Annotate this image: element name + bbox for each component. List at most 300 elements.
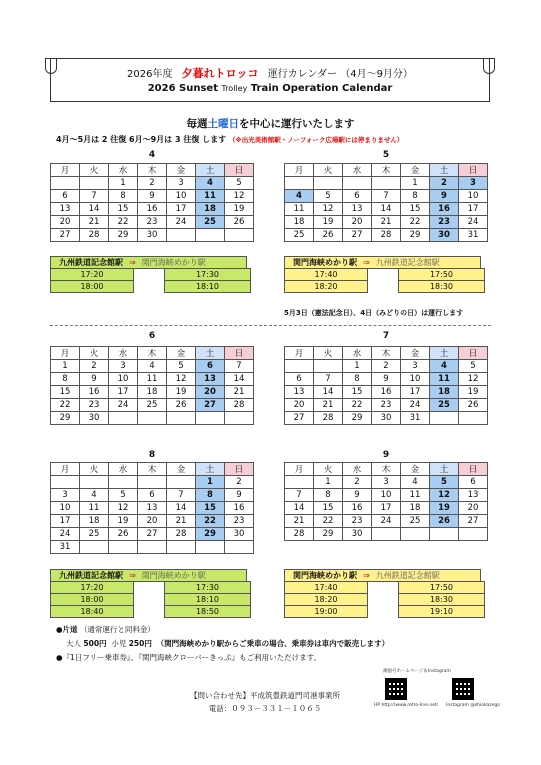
- calendar-day: 13: [459, 489, 488, 502]
- calendar-day: 11: [196, 190, 225, 203]
- calendar-day: [167, 541, 196, 554]
- tt-to: 関門海峡めかり駅: [141, 258, 206, 267]
- timetable-gap: [134, 269, 165, 281]
- title-subtitle: 運行カレンダー: [267, 69, 338, 80]
- calendar-week-row: [51, 476, 254, 489]
- calendar-week-row: [51, 541, 254, 554]
- trip-stop-note: （※出光美術館駅・ノーフォーク広場駅には停まりません）: [228, 136, 404, 144]
- title-period: （4月～9月分）: [340, 69, 413, 80]
- timetable-gap: [134, 281, 165, 293]
- calendar-day: 10: [51, 502, 80, 515]
- calendar-day: 4: [430, 360, 459, 373]
- calendar-day: 29: [343, 412, 372, 425]
- calendar-day: 5: [225, 177, 254, 190]
- calendar-day: [343, 177, 372, 190]
- calendar-day: 5: [459, 360, 488, 373]
- calendar-day: 6: [459, 476, 488, 489]
- weekday-header: 火: [314, 347, 343, 360]
- calendar-day: 30: [80, 412, 109, 425]
- calendar-day: 22: [401, 216, 430, 229]
- contact-office: 【問い合わせ先】平成筑豊鉄道門司港事業所: [190, 691, 340, 700]
- calendar-day: [225, 412, 254, 425]
- calendar-day: 25: [401, 515, 430, 528]
- calendar-day: 29: [401, 229, 430, 242]
- calendar-day: 24: [109, 399, 138, 412]
- calendar-day: 1: [343, 360, 372, 373]
- arrow-icon: ⇒: [363, 258, 370, 267]
- calendar-day: 21: [314, 399, 343, 412]
- calendar-day: 18: [196, 203, 225, 216]
- weekday-header: 木: [138, 347, 167, 360]
- tt-to: 九州鉄道記念館駅: [375, 571, 440, 580]
- calendar-week-row: [285, 528, 488, 541]
- calendar-day: 26: [314, 229, 343, 242]
- calendar-day: 9: [343, 489, 372, 502]
- tt-to: 関門海峡めかり駅: [141, 571, 206, 580]
- timetable-row: [51, 269, 251, 281]
- calendar-day: 12: [167, 373, 196, 386]
- fare-onboard-note: （関門海峡めかり駅からご乗車の場合、乗車券は車内で販売します）: [156, 639, 390, 648]
- weekday-header: 金: [401, 463, 430, 476]
- calendar-day: 23: [138, 216, 167, 229]
- calendar-day: 16: [225, 502, 254, 515]
- calendar-day: [51, 177, 80, 190]
- calendar-week-row: [51, 515, 254, 528]
- tt-from: 九州鉄道記念館駅: [59, 258, 123, 267]
- calendar-day: 23: [225, 515, 254, 528]
- calendar-day: [372, 177, 401, 190]
- calendar-day: 10: [459, 190, 488, 203]
- qr-header: 潮風号ホームページ＆Instagram: [383, 669, 451, 674]
- weekday-header: 日: [459, 164, 488, 177]
- calendar-day: 2: [343, 476, 372, 489]
- calendar-day: 1: [196, 476, 225, 489]
- calendar-day: 8: [109, 190, 138, 203]
- calendar-day: 18: [80, 515, 109, 528]
- calendar-day: 20: [459, 502, 488, 515]
- calendar-day: 5: [430, 476, 459, 489]
- arrival-time: 17:50: [399, 582, 485, 594]
- calendar-day: 23: [430, 216, 459, 229]
- holiday-note: 5月3日（憲法記念日）、4日（みどりの日）は運行します: [284, 309, 464, 317]
- timetable-row: [285, 269, 485, 281]
- calendar-day: [285, 476, 314, 489]
- weekday-header: 木: [372, 164, 401, 177]
- weekday-header: 木: [372, 347, 401, 360]
- weekday-header: 金: [167, 463, 196, 476]
- calendar-day: 2: [138, 177, 167, 190]
- weekly-post: を中心に運行いたします: [239, 118, 355, 130]
- calendar-week-row: [51, 412, 254, 425]
- calendar-week-row: [51, 190, 254, 203]
- calendar-day: 11: [80, 502, 109, 515]
- calendar-day: 22: [343, 399, 372, 412]
- calendar-day: 31: [51, 541, 80, 554]
- calendar-day: [109, 541, 138, 554]
- arrow-icon: ⇒: [363, 571, 370, 580]
- weekday-header: 水: [109, 347, 138, 360]
- arrival-time: 17:30: [165, 269, 251, 281]
- calendar-day: 27: [51, 229, 80, 242]
- timetable-gap: [368, 582, 399, 594]
- weekday-header: 木: [138, 463, 167, 476]
- calendar-day: 30: [430, 229, 459, 242]
- tt-to: 九州鉄道記念館駅: [375, 258, 440, 267]
- departure-time: 19:00: [285, 606, 368, 618]
- weekday-header: 月: [285, 347, 314, 360]
- weekday-header-row: [285, 347, 488, 360]
- timetable-summer-right: [284, 581, 485, 618]
- calendar-day: [80, 541, 109, 554]
- weekday-header: 金: [401, 164, 430, 177]
- calendar-august: [50, 462, 254, 554]
- calendar-week-row: [51, 216, 254, 229]
- calendar-day: 11: [401, 489, 430, 502]
- calendar-week-row: [51, 528, 254, 541]
- weekday-header-row: [285, 164, 488, 177]
- calendar-day: 19: [225, 203, 254, 216]
- calendar-day: 9: [80, 373, 109, 386]
- calendar-day: 13: [343, 203, 372, 216]
- weekday-header: 火: [80, 164, 109, 177]
- calendar-day: 6: [285, 373, 314, 386]
- calendar-day: 1: [109, 177, 138, 190]
- calendar-may: [284, 163, 488, 242]
- calendar-day: 6: [196, 360, 225, 373]
- calendar-day: [401, 528, 430, 541]
- calendar-day: 13: [138, 502, 167, 515]
- calendar-day: 21: [372, 216, 401, 229]
- calendar-day: 26: [459, 399, 488, 412]
- calendar-day: [285, 177, 314, 190]
- calendar-week-row: [285, 360, 488, 373]
- calendar-day: 16: [343, 502, 372, 515]
- arrival-time: 18:10: [165, 281, 251, 293]
- weekday-header: 日: [459, 347, 488, 360]
- calendar-day: 23: [343, 515, 372, 528]
- calendar-day: 19: [167, 386, 196, 399]
- calendar-week-row: [51, 203, 254, 216]
- title-en-part1: 2026 Sunset: [147, 83, 218, 94]
- weekday-header: 金: [401, 347, 430, 360]
- timetable-row: [51, 281, 251, 293]
- calendar-day: 26: [109, 528, 138, 541]
- arrival-time: 18:30: [399, 281, 485, 293]
- arrow-icon: ⇒: [129, 571, 136, 580]
- calendar-day: 11: [138, 373, 167, 386]
- weekday-header: 木: [372, 463, 401, 476]
- calendar-day: 27: [285, 412, 314, 425]
- calendar-day: 10: [372, 489, 401, 502]
- calendar-day: 7: [80, 190, 109, 203]
- calendar-day: 8: [196, 489, 225, 502]
- calendar-day: 24: [372, 515, 401, 528]
- fare-adult-price: 500円: [83, 639, 107, 648]
- calendar-day: 12: [225, 190, 254, 203]
- weekday-header: 火: [80, 463, 109, 476]
- weekday-header: 木: [138, 164, 167, 177]
- calendar-day: 22: [314, 515, 343, 528]
- calendar-week-row: [51, 360, 254, 373]
- calendar-day: 12: [459, 373, 488, 386]
- calendar-day: [167, 229, 196, 242]
- weekday-header-row: [51, 164, 254, 177]
- calendar-day: [196, 229, 225, 242]
- weekday-header: 日: [225, 347, 254, 360]
- calendar-day: 22: [51, 399, 80, 412]
- calendar-week-row: [285, 502, 488, 515]
- arrival-time: 17:30: [165, 582, 251, 594]
- calendar-day: [225, 541, 254, 554]
- calendar-day: [167, 412, 196, 425]
- calendar-day: 3: [459, 177, 488, 190]
- calendar-day: 27: [138, 528, 167, 541]
- calendar-day: [138, 476, 167, 489]
- calendar-day: 20: [51, 216, 80, 229]
- title-name: 夕暮れトロッコ: [181, 67, 259, 80]
- timetable-gap: [134, 594, 165, 606]
- calendar-week-row: [285, 476, 488, 489]
- calendar-day: 30: [372, 412, 401, 425]
- calendar-day: 14: [80, 203, 109, 216]
- weekly-pre: 毎週: [186, 118, 208, 130]
- calendar-day: 4: [285, 190, 314, 203]
- timetable-gap: [368, 594, 399, 606]
- calendar-day: 1: [401, 177, 430, 190]
- calendar-day: 7: [314, 373, 343, 386]
- calendar-day: 3: [51, 489, 80, 502]
- weekday-header: 日: [225, 164, 254, 177]
- calendar-day: 11: [430, 373, 459, 386]
- weekday-header-row: [51, 463, 254, 476]
- calendar-day: 29: [51, 412, 80, 425]
- month-label-april: 4: [148, 150, 156, 160]
- calendar-day: 29: [196, 528, 225, 541]
- calendar-day: 5: [109, 489, 138, 502]
- calendar-day: 17: [401, 386, 430, 399]
- calendar-day: 17: [109, 386, 138, 399]
- calendar-day: 4: [138, 360, 167, 373]
- tt-from: 関門海峡めかり駅: [293, 571, 357, 580]
- calendar-week-row: [285, 203, 488, 216]
- arrival-time: 18:30: [399, 594, 485, 606]
- calendar-day: 7: [285, 489, 314, 502]
- calendar-day: [225, 229, 254, 242]
- calendar-day: 8: [314, 489, 343, 502]
- weekday-header: 月: [51, 347, 80, 360]
- calendar-day: 9: [225, 489, 254, 502]
- fare-prices: [66, 638, 389, 649]
- arrival-time: 18:50: [165, 606, 251, 618]
- calendar-day: 30: [343, 528, 372, 541]
- calendar-day: 14: [314, 386, 343, 399]
- fare-adult-label: 大人: [66, 639, 81, 648]
- calendar-day: 24: [51, 528, 80, 541]
- calendar-day: 3: [372, 476, 401, 489]
- calendar-april: [50, 163, 254, 242]
- weekly-heading: [0, 116, 541, 131]
- calendar-day: 17: [51, 515, 80, 528]
- ig-qr-label: Instagram @shiokazego: [446, 703, 501, 708]
- calendar-day: 14: [225, 373, 254, 386]
- month-label-june: 6: [148, 331, 156, 341]
- calendar-day: 4: [401, 476, 430, 489]
- calendar-day: 28: [167, 528, 196, 541]
- calendar-day: 9: [430, 190, 459, 203]
- calendar-week-row: [285, 229, 488, 242]
- calendar-day: 6: [51, 190, 80, 203]
- calendar-day: 30: [138, 229, 167, 242]
- calendar-day: 7: [225, 360, 254, 373]
- calendar-week-row: [51, 489, 254, 502]
- calendar-day: [80, 177, 109, 190]
- calendar-day: 27: [459, 515, 488, 528]
- calendar-day: 5: [314, 190, 343, 203]
- calendar-day: 25: [138, 399, 167, 412]
- instagram-qr-icon[interactable]: [452, 678, 474, 700]
- calendar-day: [459, 528, 488, 541]
- hp-qr-icon[interactable]: [385, 678, 407, 700]
- calendar-day: 9: [138, 190, 167, 203]
- timetable-gap: [368, 269, 399, 281]
- calendar-day: [430, 412, 459, 425]
- calendar-day: [51, 476, 80, 489]
- calendar-day: 19: [459, 386, 488, 399]
- calendar-day: 7: [167, 489, 196, 502]
- weekday-header: 日: [225, 463, 254, 476]
- calendar-week-row: [51, 373, 254, 386]
- calendar-day: 25: [196, 216, 225, 229]
- calendar-day: [138, 541, 167, 554]
- weekday-header: 金: [167, 164, 196, 177]
- timetable-gap: [134, 606, 165, 618]
- calendar-day: 18: [430, 386, 459, 399]
- calendar-day: 15: [109, 203, 138, 216]
- calendar-day: 28: [372, 229, 401, 242]
- calendar-day: 20: [285, 399, 314, 412]
- calendar-day: 8: [401, 190, 430, 203]
- calendar-week-row: [51, 386, 254, 399]
- calendar-day: 16: [80, 386, 109, 399]
- calendar-day: 17: [459, 203, 488, 216]
- calendar-day: 8: [51, 373, 80, 386]
- calendar-week-row: [51, 502, 254, 515]
- tt-from: 関門海峡めかり駅: [293, 258, 357, 267]
- departure-time: 18:00: [51, 281, 134, 293]
- calendar-day: 22: [109, 216, 138, 229]
- weekday-header: 水: [109, 164, 138, 177]
- calendar-day: 13: [196, 373, 225, 386]
- calendar-day: 18: [138, 386, 167, 399]
- calendar-day: 1: [51, 360, 80, 373]
- calendar-day: 20: [196, 386, 225, 399]
- departure-time: 18:40: [51, 606, 134, 618]
- trip-info: [56, 134, 403, 145]
- calendar-day: 12: [314, 203, 343, 216]
- calendar-day: 18: [401, 502, 430, 515]
- calendar-day: 26: [167, 399, 196, 412]
- calendar-day: 20: [343, 216, 372, 229]
- timetable-row: [51, 606, 251, 618]
- calendar-day: 24: [167, 216, 196, 229]
- calendar-day: 19: [314, 216, 343, 229]
- arrival-time: 17:50: [399, 269, 485, 281]
- title-banner: [50, 58, 490, 102]
- calendar-day: 13: [285, 386, 314, 399]
- calendar-day: 15: [401, 203, 430, 216]
- calendar-day: 10: [109, 373, 138, 386]
- calendar-day: 17: [372, 502, 401, 515]
- calendar-day: 21: [285, 515, 314, 528]
- timetable-gap: [134, 582, 165, 594]
- calendar-day: 8: [343, 373, 372, 386]
- arrival-time: 19:10: [399, 606, 485, 618]
- calendar-day: 31: [401, 412, 430, 425]
- calendar-day: 12: [109, 502, 138, 515]
- calendar-day: 2: [430, 177, 459, 190]
- section-divider: [50, 325, 491, 326]
- calendar-day: 25: [80, 528, 109, 541]
- calendar-day: [196, 541, 225, 554]
- timetable-spring-left: [50, 268, 251, 293]
- calendar-day: 23: [372, 399, 401, 412]
- hp-qr-label: HP http://www.retro-line.net/: [374, 703, 439, 708]
- timetable-gap: [368, 606, 399, 618]
- calendar-day: 15: [314, 502, 343, 515]
- fare-passes: ●『1日フリー乗車券』、『関門海峡クローバーきっぷ』もご利用いただけます。: [56, 653, 322, 662]
- month-label-july: 7: [382, 331, 390, 341]
- weekday-header: 水: [343, 164, 372, 177]
- timetable-row: [51, 594, 251, 606]
- calendar-day: 16: [372, 386, 401, 399]
- departure-time: 17:40: [285, 582, 368, 594]
- calendar-day: 4: [196, 177, 225, 190]
- calendar-day: 3: [167, 177, 196, 190]
- weekday-header: 水: [109, 463, 138, 476]
- calendar-day: [167, 476, 196, 489]
- calendar-day: 28: [225, 399, 254, 412]
- timetable-gap: [368, 281, 399, 293]
- fare-heading: [56, 624, 155, 635]
- timetable-row: [285, 606, 485, 618]
- calendar-week-row: [51, 399, 254, 412]
- calendar-week-row: [285, 399, 488, 412]
- weekday-header: 火: [314, 164, 343, 177]
- calendar-day: 15: [51, 386, 80, 399]
- calendar-day: 10: [167, 190, 196, 203]
- calendar-week-row: [285, 515, 488, 528]
- timetable-summer-left: [50, 581, 251, 618]
- calendar-week-row: [285, 216, 488, 229]
- calendar-day: [196, 412, 225, 425]
- calendar-day: 28: [314, 412, 343, 425]
- calendar-day: 15: [196, 502, 225, 515]
- calendar-day: 21: [225, 386, 254, 399]
- weekday-header: 土: [196, 347, 225, 360]
- calendar-day: [372, 528, 401, 541]
- calendar-week-row: [51, 229, 254, 242]
- calendar-day: [80, 476, 109, 489]
- fare-child-price: 250円: [128, 639, 152, 648]
- calendar-day: 1: [314, 476, 343, 489]
- weekday-header: 土: [196, 463, 225, 476]
- weekday-header: 水: [343, 463, 372, 476]
- calendar-day: 14: [167, 502, 196, 515]
- weekday-header: 月: [51, 463, 80, 476]
- departure-time: 17:40: [285, 269, 368, 281]
- calendar-day: 17: [167, 203, 196, 216]
- calendar-day: 3: [401, 360, 430, 373]
